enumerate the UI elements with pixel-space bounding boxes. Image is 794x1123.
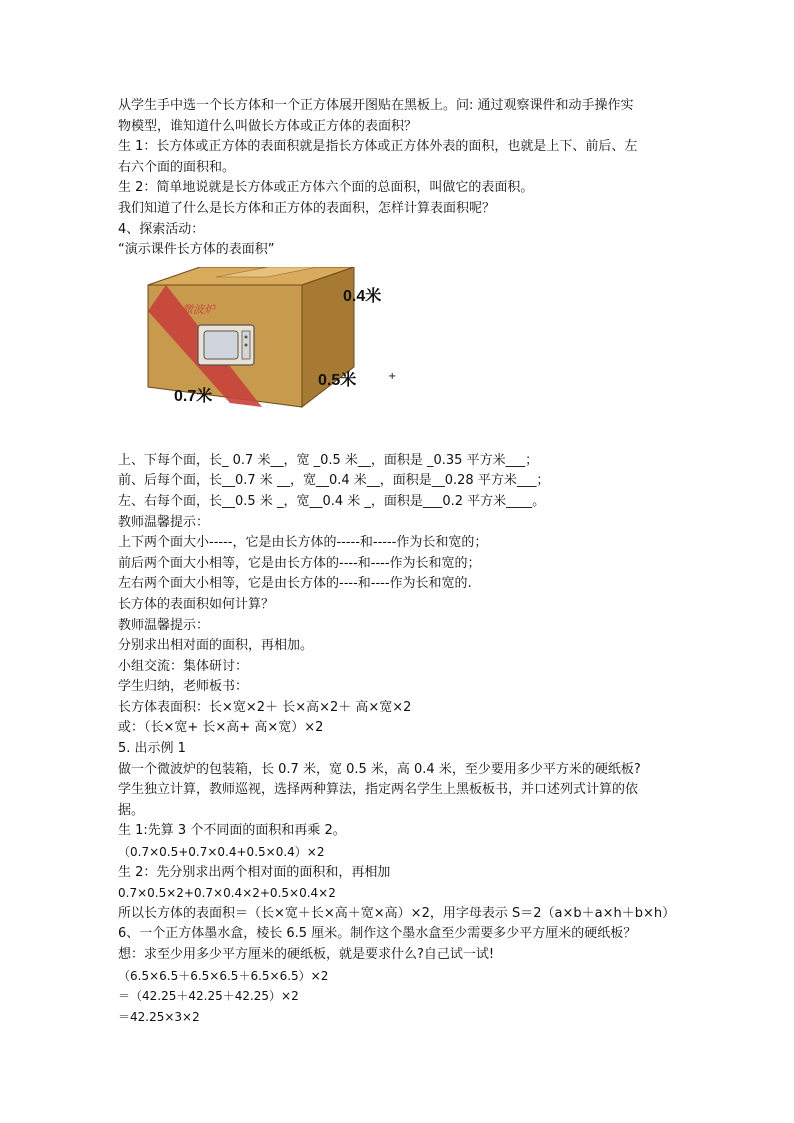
text-line: 右六个面的面积和。 <box>118 159 236 175</box>
text-line: 我们知道了什么是长方体和正方体的表面积，怎样计算表面积呢？ <box>118 200 496 216</box>
text-line: 4、探索活动： <box>118 221 205 237</box>
width-dimension-label: 0.5米 <box>318 371 357 389</box>
formula-line: 或：（长×宽+ 长×高+ 高×宽）×2 <box>118 720 324 736</box>
text-line: 教师温馨提示： <box>118 617 210 633</box>
text-line: 前、后每个面，长__0.7 米 __，宽__0.4 米__，面积是__0.28 平方米___； <box>118 473 550 489</box>
text-line: 所以长方体的表面积＝（长×宽＋长×高＋宽×高）×2，用字母表示 S＝2（a×b＋a×h＋b×h） <box>118 905 676 921</box>
formula-line: （0.7×0.5+0.7×0.4+0.5×0.4）×2 <box>118 845 325 860</box>
formula-line: 0.7×0.5×2+0.7×0.4×2+0.5×0.4×2 <box>118 886 336 901</box>
text-line: 长方体的表面积如何计算？ <box>118 596 275 612</box>
text-line: 物模型，谁知道什么叫做长方体或正方体的表面积？ <box>118 118 418 134</box>
text-line: 6、一个正方体墨水盒，棱长 6.5 厘米。制作这个墨水盒至少需要多少平方厘米的硬纸板？ <box>118 926 637 942</box>
text-line: 左、右每个面，长__0.5 米 _，宽__0.4 米 _，面积是___0.2 平方米____。 <box>118 493 546 509</box>
text-line: 上、下每个面，长_ 0.7 米__，宽 _0.5 米__，面积是 _0.35 平方米___； <box>118 452 539 468</box>
text-line: 前后两个面大小相等，它是由长方体的----和----作为长和宽的； <box>118 555 481 571</box>
text-line: 做一个微波炉的包装箱，长 0.7 米，宽 0.5 米，高 0.4 米，至少要用多少平方米的硬纸板? <box>118 761 641 777</box>
text-line: 据。 <box>118 802 145 818</box>
length-dimension-label: 0.7米 <box>174 387 213 405</box>
text-line: 想：求至少用多少平方厘米的硬纸板，就是要求什么?自己试一试! <box>118 947 495 962</box>
text-line: 生 1：长方体或正方体的表面积就是指长方体或正方体外表的面积，也就是上下、前后、左 <box>118 139 638 155</box>
text-line: 小组交流：集体研讨： <box>118 658 249 674</box>
text-line: 生 1:先算 3 个不同面的面积和再乘 2。 <box>118 823 346 839</box>
document-page <box>118 96 688 1027</box>
formula-line: ＝（42.25＋42.25＋42.25）×2 <box>118 989 299 1004</box>
text-line: 教师温馨提示： <box>118 514 210 530</box>
height-dimension-label: 0.4米 <box>343 287 382 305</box>
box-label: 微波炉 <box>182 302 215 316</box>
text-line: 生 2：简单地说就是长方体或正方体六个面的总面积，叫做它的表面积。 <box>118 180 534 196</box>
text-line: “演示课件长方体的表面积” <box>118 242 275 258</box>
text-line: 上下两个面大小-----，它是由长方体的-----和-----作为长和宽的； <box>118 535 488 551</box>
formula-line: 长方体表面积：长×宽×2＋ 长×高×2＋ 高×宽×2 <box>118 699 412 715</box>
formula-line: ＝42.25×3×2 <box>118 1009 200 1024</box>
text-line: 左右两个面大小相等，它是由长方体的----和----作为长和宽的. <box>118 576 472 592</box>
formula-line: （6.5×6.5＋6.5×6.5＋6.5×6.5）×2 <box>118 968 329 983</box>
cursor-marker: + <box>388 370 397 382</box>
text-line: 学生归纳，老师板书： <box>118 679 249 695</box>
text-line: 分别求出相对面的面积，再相加。 <box>118 638 314 654</box>
microwave-box-figure <box>118 261 418 451</box>
text-line: 学生独立计算，教师巡视，选择两种算法，指定两名学生上黑板板书，并口述列式计算的依 <box>118 782 639 798</box>
text-line: 生 2：先分别求出两个相对面的面积和，再相加 <box>118 864 391 880</box>
text-line: 从学生手中选一个长方体和一个正方体展开图贴在黑板上。问: 通过观察课件和动手操作实 <box>118 98 634 113</box>
section-heading: 5. 出示例 1 <box>118 741 186 757</box>
